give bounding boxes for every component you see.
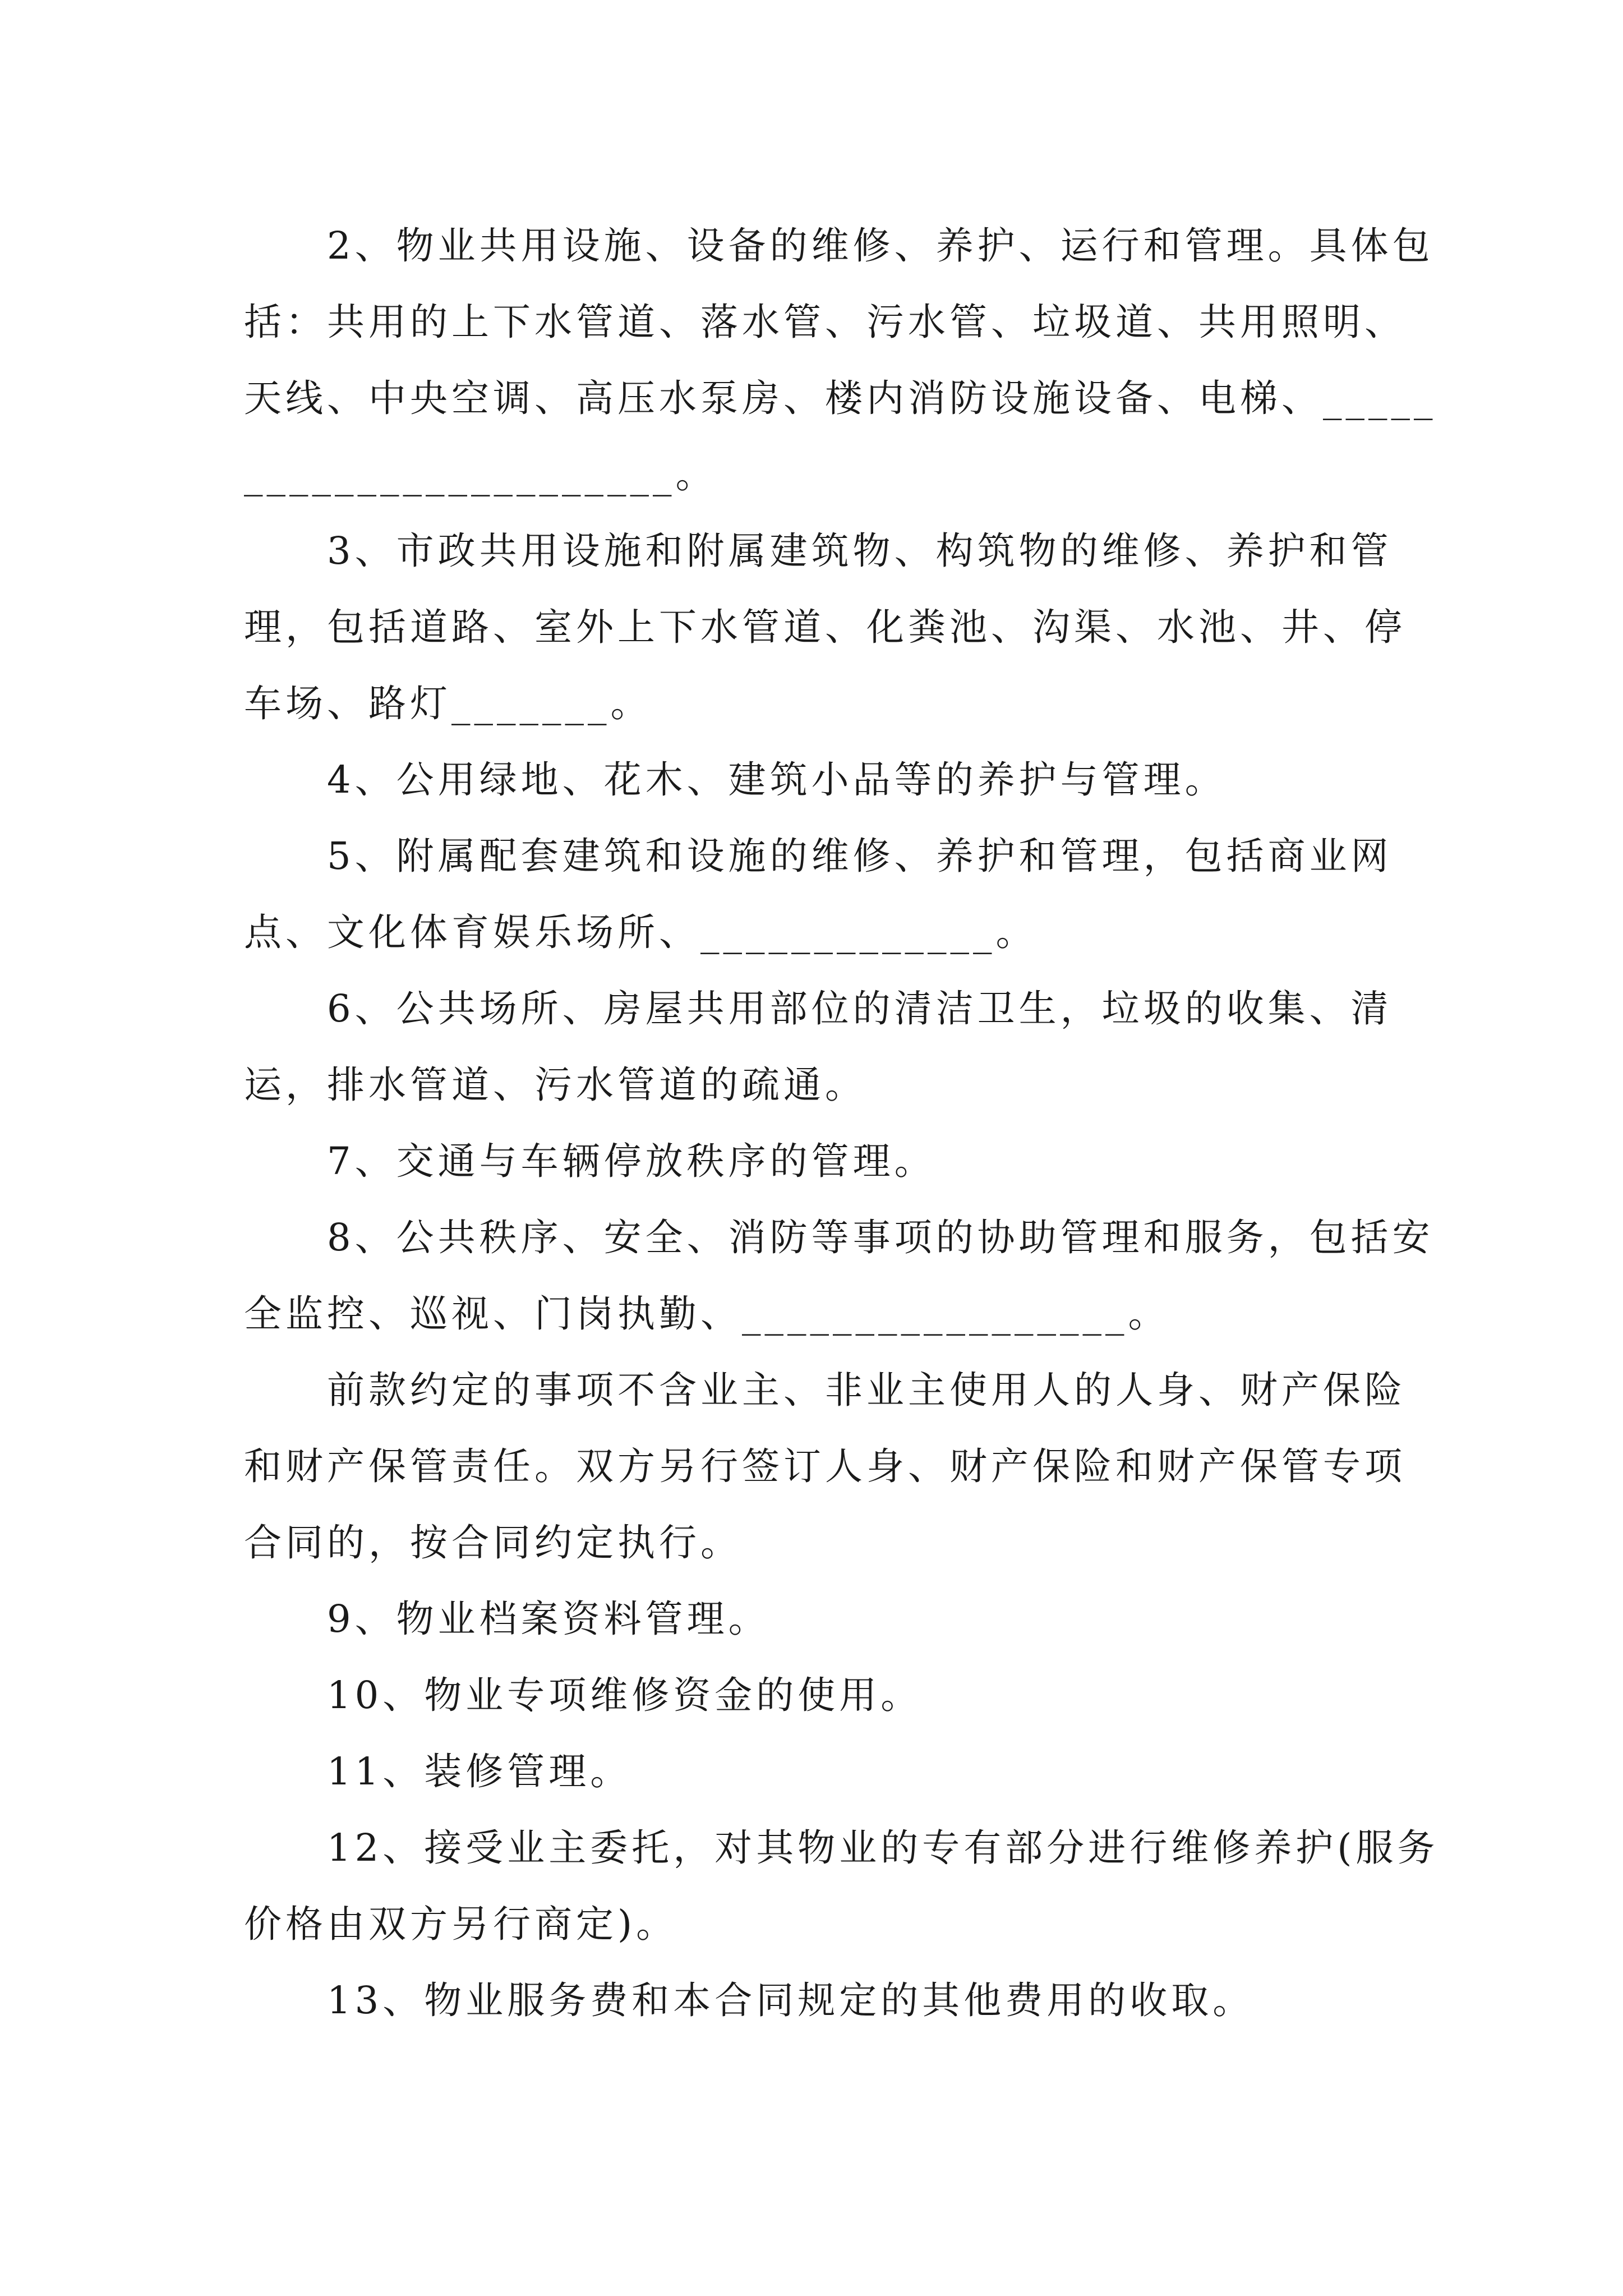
paragraph-item-9: 9、物业档案资料管理。 bbox=[327, 1597, 770, 1641]
paragraph-item-6: 6、公共场所、房屋共用部位的清洁卫生，垃圾的收集、清运，排水管道、污水管道的疏通。 bbox=[244, 987, 1393, 1107]
paragraph-item-7: 7、交通与车辆停放秩序的管理。 bbox=[327, 1139, 936, 1183]
paragraph-item-12: 12、接受业主委托，对其物业的专有部分进行维修养护(服务价格由双方另行商定)。 bbox=[244, 1826, 1439, 1946]
paragraph-item-2: 2、物业共用设施、设备的维修、养护、运行和管理。具体包括：共用的上下水管道、落水管、污水管、垃圾道、共用照明、天线、中央空调、高压水泵房、楼内消防设施设备、电梯、________________________。 bbox=[244, 224, 1437, 496]
paragraph-item-13: 13、物业服务费和本合同规定的其他费用的收取。 bbox=[327, 1978, 1255, 2022]
document-body bbox=[244, 208, 1447, 2039]
paragraph-item-10: 10、物业专项维修资金的使用。 bbox=[327, 1673, 923, 1717]
paragraph-item-3: 3、市政共用设施和附属建筑物、构筑物的维修、养护和管理，包括道路、室外上下水管道、化粪池、沟渠、水池、井、停车场、路灯_______。 bbox=[244, 529, 1406, 725]
paragraph-item-5: 5、附属配套建筑和设施的维修、养护和管理，包括商业网点、文化体育娱乐场所、_____________。 bbox=[244, 834, 1393, 954]
paragraph-item-11: 11、装修管理。 bbox=[327, 1750, 632, 1793]
paragraph-exclusion-note: 前款约定的事项不含业主、非业主使用人的人身、财产保险和财产保管责任。双方另行签订人身、财产保险和财产保管专项合同的，按合同约定执行。 bbox=[244, 1368, 1406, 1565]
paragraph-item-8: 8、公共秩序、安全、消防等事项的协助管理和服务，包括安全监控、巡视、门岗执勤、_________________。 bbox=[244, 1216, 1434, 1336]
paragraph-item-4: 4、公用绿地、花木、建筑小品等的养护与管理。 bbox=[327, 758, 1227, 802]
